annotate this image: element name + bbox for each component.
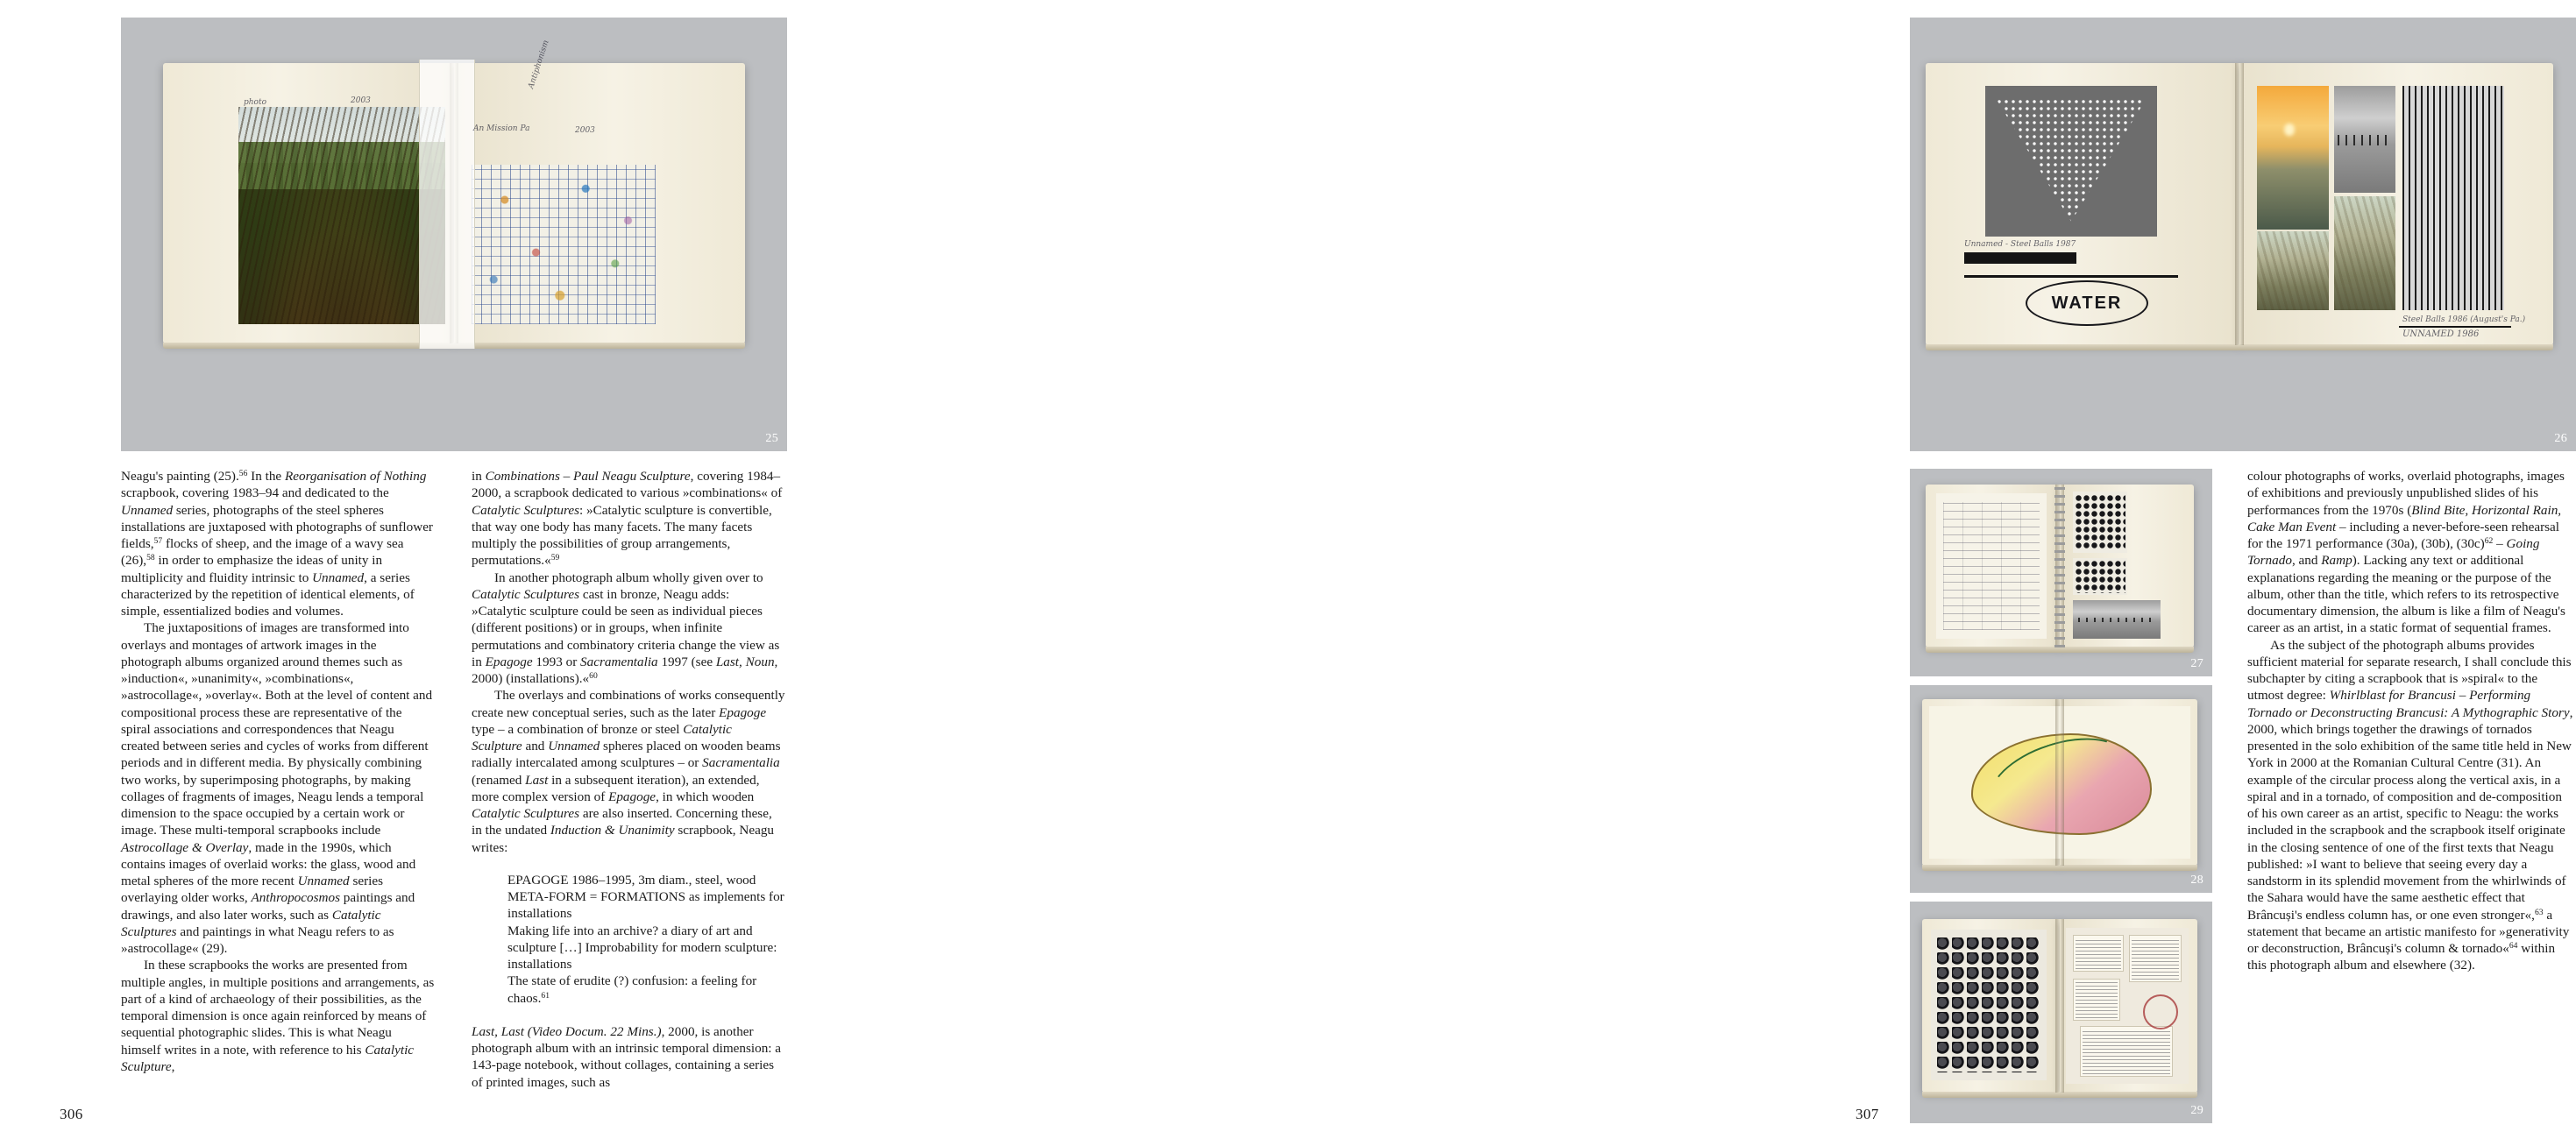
book-gutter [2235, 63, 2244, 345]
figure-plate-26 [1910, 18, 2576, 451]
paragraph: in Combinations – Paul Neagu Sculpture, covering 1984–2000, a scrapbook dedicated to various »combinations« of Catalytic Sculptures: »Catalytic sculpture is convertible, that way one body has many facets. The many facets multiply the possibilities of group arrangements, permutations.«$^{59}$ [472, 469, 783, 569]
handwriting-antiphonism: Antiphonism [527, 39, 551, 90]
handwriting-an-mission: An Mission Pa [473, 124, 530, 133]
folio-307: 307 [1856, 1106, 1879, 1122]
photo-sphere-cluster-a [2073, 492, 2127, 553]
paragraph: colour photographs of works, overlaid photographs, images of exhibitions and previously unpublished slides of his performances from the 1970s (Blind Bite, Horizontal Rain, Cake Man Event – including a never-before-seen rehearsal for the 1971 performance (30a), (30b), $(30c)^{62}$ – Going Tornado, and Ramp). Lacking any text or additional explanations regarding the meaning or the purpose of the album, other than the title, which refers to its retrospective documentary dimension, the album is like a film of Neagu's career as an artist, in a static format of sequential frames. [2247, 469, 2565, 636]
photo-sunflower-field [238, 107, 445, 324]
spiral-binding [2054, 485, 2065, 647]
handwriting-year-2003: 2003 [351, 96, 371, 105]
blockquote-epagoge [472, 872, 785, 1007]
ink-rule-line [1964, 275, 2178, 278]
open-scrapbook-26 [1926, 63, 2553, 345]
blockquote-line: META-FORM = FORMATIONS as implements for installations [507, 889, 784, 922]
figure-number-25: 25 [765, 432, 778, 445]
clipping [2129, 935, 2182, 982]
water-handwritten-oval [2026, 280, 2148, 326]
clipping [2073, 935, 2124, 972]
open-notebook-27 [1926, 485, 2194, 647]
figure-plate-27 [1910, 469, 2212, 676]
photo-detail-insert [2073, 600, 2161, 639]
photo-vertical-poles [2402, 86, 2504, 310]
figure-number-27: 27 [2190, 657, 2203, 670]
handwriting-steel-balls-1986: Steel Balls 1986 (August's Pa.) [2402, 315, 2526, 324]
right-page-column-1 [2247, 468, 2573, 1116]
clipping [2080, 1026, 2173, 1077]
photo-sky-band [238, 107, 445, 163]
book-gutter [2055, 919, 2064, 1093]
photo-triangle-shape [1996, 98, 2147, 222]
blockquote-line: EPAGOGE 1986–1995, 3m diam., steel, wood [507, 872, 756, 888]
folio-306: 306 [60, 1106, 83, 1122]
photo-hillside-strip [2257, 231, 2329, 310]
left-page [0, 0, 898, 1139]
open-scrapbook-29 [1922, 919, 2197, 1093]
handwriting-unnamed-1986: UNNAMED 1986 [2402, 329, 2480, 339]
paragraph: The overlays and combinations of works consequently create new conceptual series, such as the later Epagoge type – a combination of bronze or steel Catalytic Sculpture and Unnamed spheres placed on wooden beams radially intercalated among sculptures – or Sacramentalia (renamed Last in a subsequent iteration), an extended, more complex version of Epagoge, in which wooden Catalytic Sculptures are also inserted. Concerning these, in the undated Induction & Unanimity scrapbook, Neagu writes: [472, 688, 785, 855]
ink-underline [2399, 326, 2511, 328]
clipping [2073, 979, 2120, 1021]
figure-plate-28 [1910, 685, 2212, 893]
handwriting-photo-label: photo [244, 98, 267, 107]
photo-sphere-grid [1931, 930, 2047, 1080]
paragraph: Neagu's painting (25).$^{56}$ In the Reorganisation of Nothing scrapbook, covering 1983–94 and dedicated to the Unnamed series, photographs of the steel spheres installations are juxtaposed with photographs of sunflower fields,$^{57}$ flocks of sheep, and the image of a wavy sea (26),$^{58}$ in order to emphasize the ideas of unity in multiplicity and fluidity intrinsic to Unnamed, a series characterized by the repetition of identical elements, of simple, essentialized bodies and volumes. [121, 469, 433, 619]
book-page-edge [1922, 865, 2197, 871]
figure-number-29: 29 [2190, 1104, 2203, 1117]
photo-treeline-band [238, 142, 445, 190]
photo-grid-painting [472, 165, 656, 324]
figure-number-28: 28 [2190, 874, 2203, 887]
photo-beach-strip [2334, 86, 2395, 193]
paragraph: The juxtapositions of images are transformed into overlays and montages of artwork images in the photograph albums organized around themes such as »induction«, »unanimity«, »combinations«, »astrocollage«, »overlay«. Both at the level of content and compositional process these are representative of the spiral associations and correspondences that Neagu created between series and cycles of works from different periods and in different media. By physically combining two works, by superimposing photographs, by making collages of fragments of images, Neagu lends a temporal dimension to the space occupied by a certain work or image. These multi-temporal scrapbooks include Astrocollage & Overlay, made in the 1990s, which contains images of overlaid works: the glass, wood and metal spheres of the more recent Unnamed series overlaying older works, Anthropocosmos paintings and drawings, and also later works, such as Catalytic Sculptures and paintings in what Neagu refers to as »astrocollage« (29). [121, 620, 433, 956]
paragraph: In another photograph album wholly given over to Catalytic Sculptures cast in bronze, Neagu adds: »Catalytic sculpture could be seen as individual pieces (different positions) or in groups, when infinite permutations and combinatory criteria change the view as in Epagoge 1993 or Sacramentalia 1997 (see Last, Noun, 2000) (installations).«$^{60}$ [472, 570, 780, 686]
book-page-edge [1926, 344, 2553, 350]
left-page-column-2 [472, 468, 785, 1116]
open-scrapbook-25 [163, 39, 745, 343]
blockquote-line: Making life into an archive? a diary of art and sculpture […] Improbability for modern sculpture: installations [507, 923, 777, 972]
figure-number-26: 26 [2554, 432, 2567, 445]
handwriting-year-2003b: 2003 [575, 126, 595, 135]
photo-sphere-cluster-b [2073, 558, 2127, 595]
paragraph: In these scrapbooks the works are presented from multiple angles, in multiple positions and arrangements, as part of a kind of archaeology of their possibilities, as the temporal dimension is once again reinforced by means of sequential photographic slides. This is what Neagu himself writes in a note, with reference to his Catalytic Sculpture, [121, 958, 435, 1074]
right-page [898, 0, 2573, 1139]
figure-plate-25 [121, 18, 787, 451]
open-notebook-28 [1922, 699, 2197, 866]
book-page-edge [1922, 1092, 2197, 1098]
paragraph: As the subject of the photograph albums provides sufficient material for separate research, I shall conclude this subchapter by citing a scrapbook that is »spiral« to the utmost degree: Whirlblast for Brancusi – Performing Tornado or Deconstructing Brancusi: A Mythographic Story, 2000, which brings together the drawings of tornados presented in the solo exhibition of the same title held in New York in 2000 at the Romanian Cultural Centre (31). An example of the circular process along the vertical axis, in a spiral and in a tornado, of composition and de-composition of his own career as an artist, specific to Neagu: the works included in the scrapbook and the scrapbook itself originate in the closing sentence of one of the first texts that Neagu published: »I want to believe that seeing every day a sandstorm in its splendid movement from the whirlwinds of the Sahara would have the same aesthetic effect that Brâncuși's endless column has, or one even stronger«,$^{63}$ a statement that became an artistic manifesto for »generativity or deconstruction, Brâncuși's column & tornado«$^{64}$ within this photograph album and elsewhere (32). [2247, 637, 2573, 973]
ink-redaction-bar [1964, 252, 2076, 264]
sketch-diagram-page [1936, 493, 2047, 639]
water-label: WATER [2051, 293, 2123, 313]
left-page-column-1 [121, 468, 435, 1116]
handwriting-unnamed-steel-balls: Unnamed - Steel Balls 1987 [1964, 240, 2076, 249]
tape-strip [419, 60, 475, 349]
book-page-edge [1926, 647, 2194, 653]
book-gutter [2055, 699, 2064, 866]
figure-plate-29 [1910, 902, 2212, 1123]
blockquote-line: The state of erudite (?) confusion: a feeling for chaos.$^{61}$ [507, 973, 757, 1006]
photo-sunset-strip [2257, 86, 2329, 230]
photo-sphere-triangle [1985, 86, 2157, 237]
photo-field-strip [2334, 196, 2395, 310]
red-circular-stamp [2143, 994, 2178, 1029]
paragraph: Last, Last (Video Docum. 22 Mins.), 2000, is another photograph album with an intrinsic temporal dimension: a 143-page notebook, without collages, containing a series of printed images, such as [472, 1023, 782, 1090]
